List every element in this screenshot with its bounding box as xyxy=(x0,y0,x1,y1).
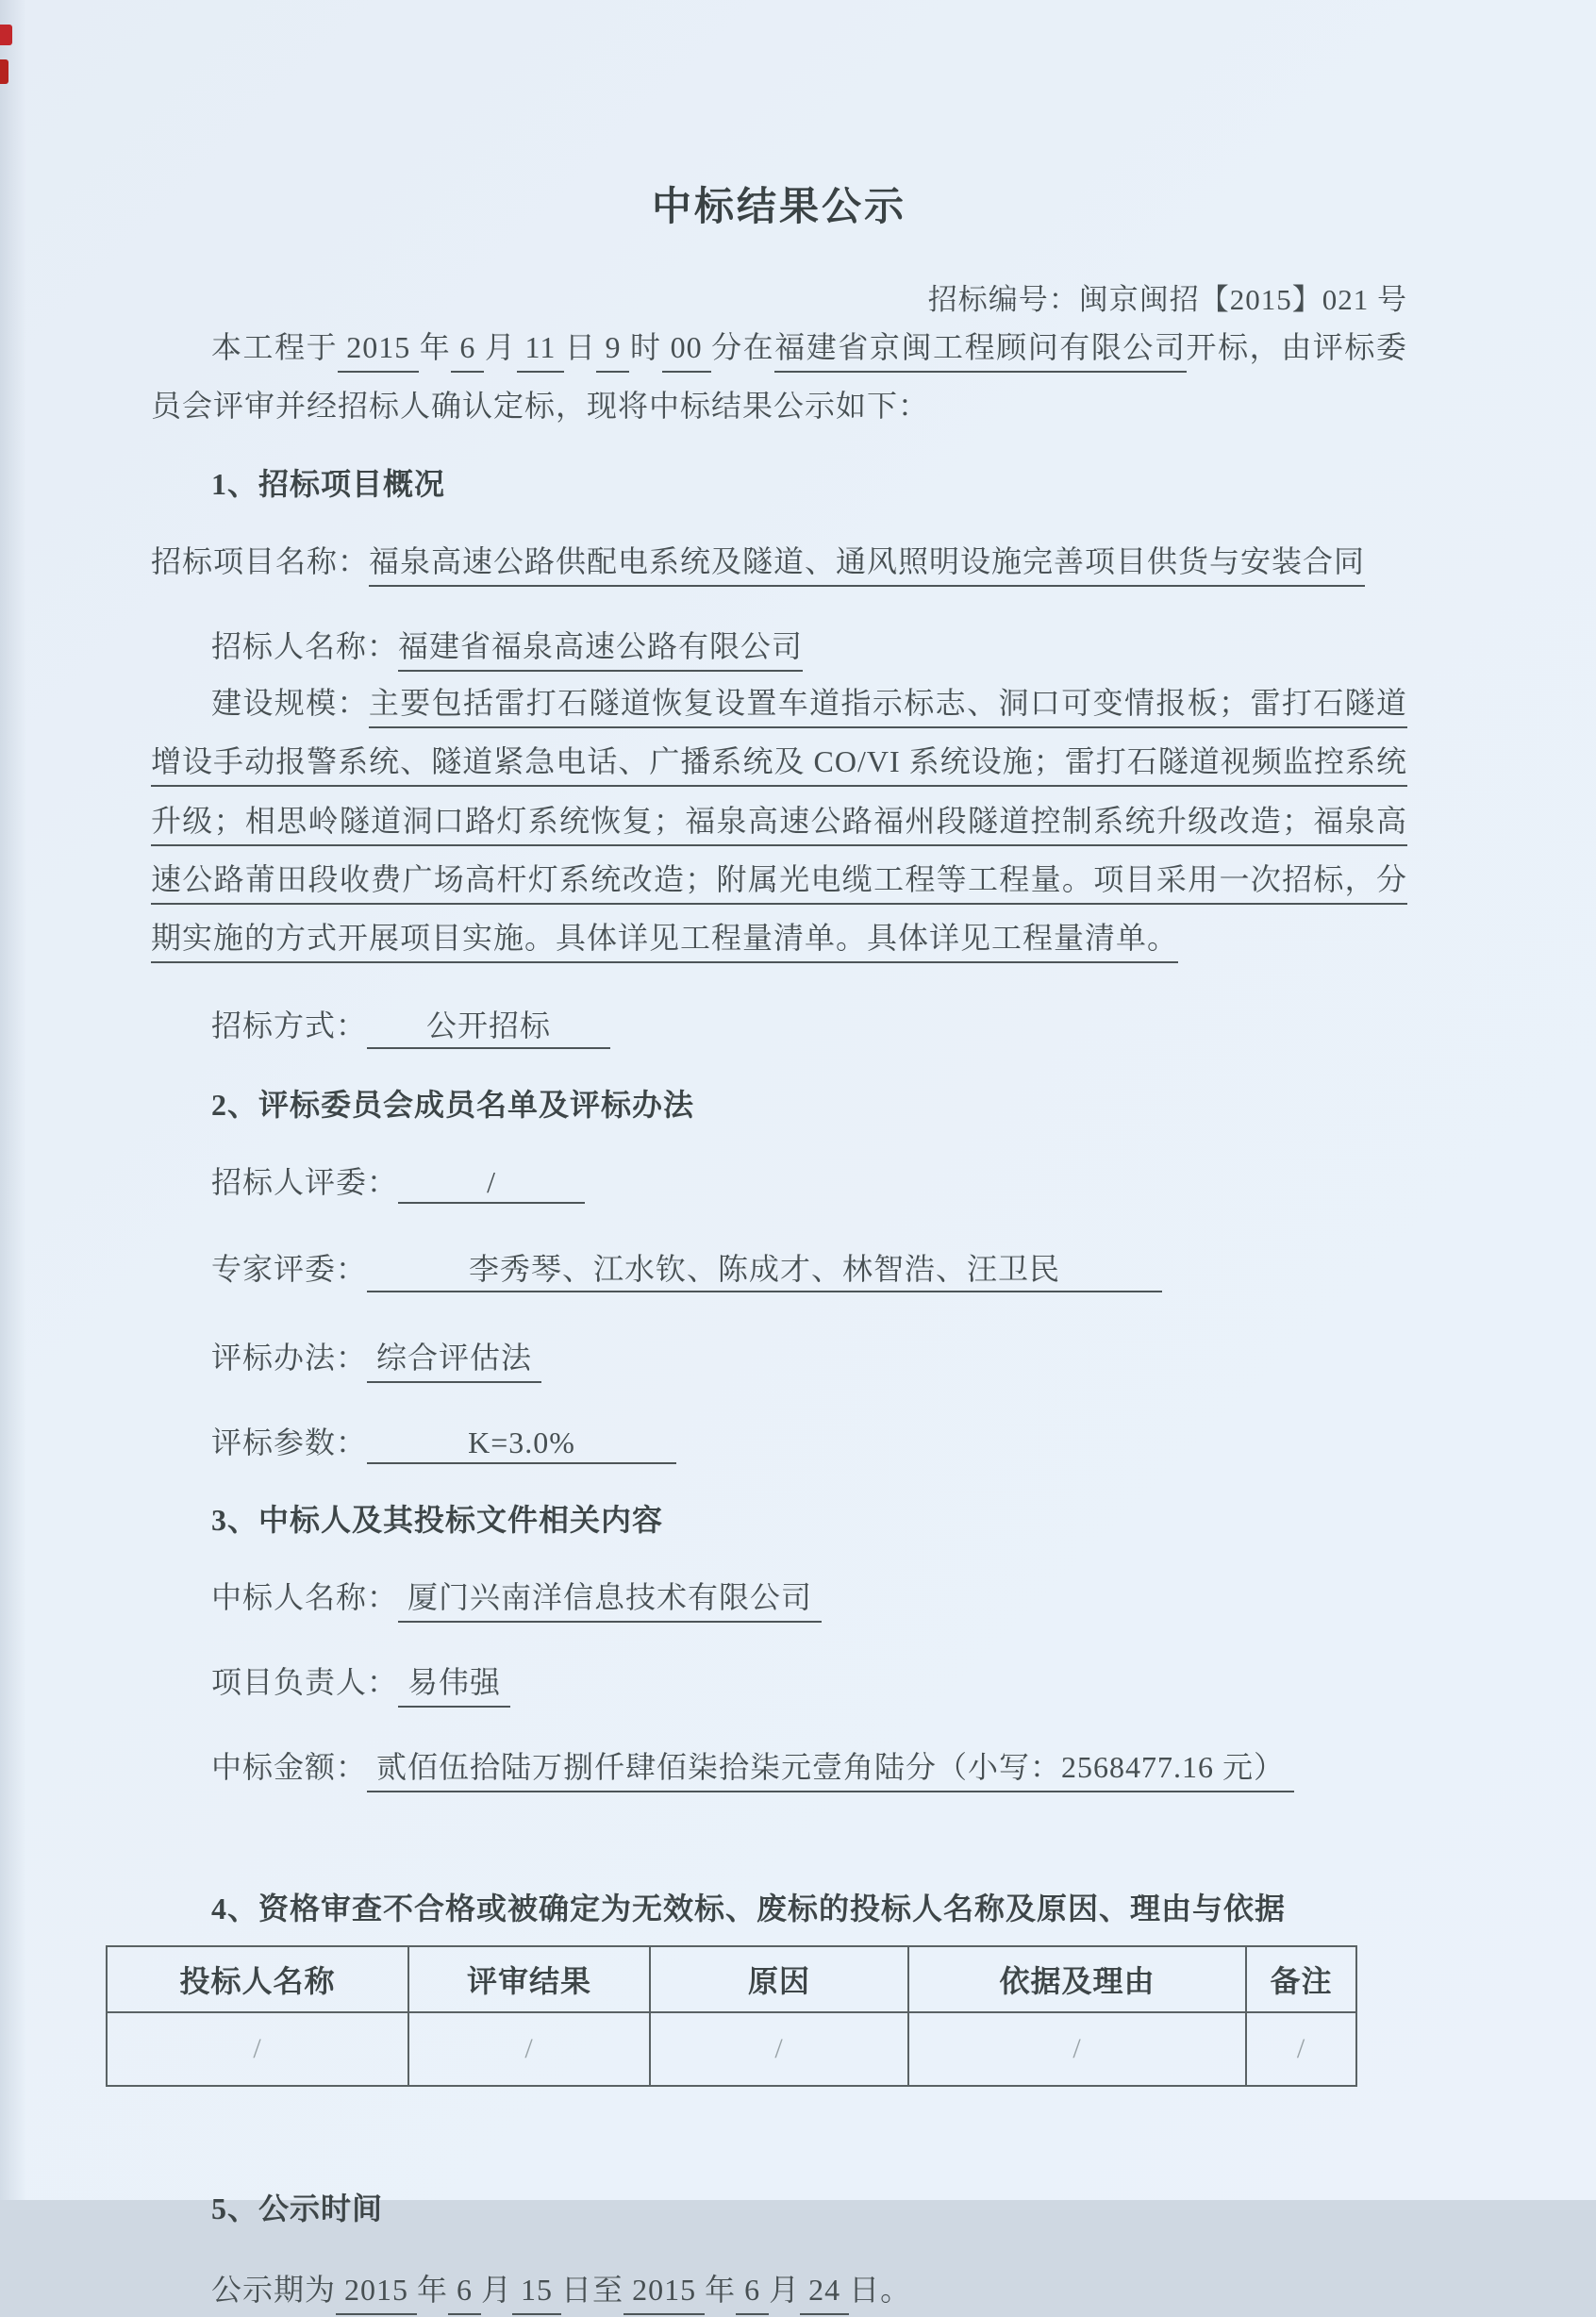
section-heading-1: 1、招标项目概况 xyxy=(211,466,446,501)
table-cell: / xyxy=(408,2012,650,2086)
owner-judges-label: 招标人评委： xyxy=(211,1164,399,1199)
page-edge-shading xyxy=(0,0,26,2200)
table-header-cell: 备注 xyxy=(1246,1946,1356,2012)
eval-method-value: 综合评估法 xyxy=(367,1341,541,1383)
underlined-text-segment: 6 xyxy=(736,2273,769,2315)
eval-method-line xyxy=(151,1334,1407,1385)
underlined-text-segment: 2015 xyxy=(336,2273,417,2315)
text-segment: 日至 xyxy=(561,2272,624,2307)
project-manager-line xyxy=(151,1659,1407,1709)
project-name-label: 招标项目名称： xyxy=(151,543,370,578)
table-header-cell: 依据及理由 xyxy=(908,1946,1246,2012)
underlined-text-segment: 15 xyxy=(512,2273,561,2315)
winner-name-value: 厦门兴南洋信息技术有限公司 xyxy=(398,1580,822,1623)
construction-scale-value: 主要包括雷打石隧道恢复设置车道指示标志、洞口可变情报板；雷打石隧道增设手动报警系统、隧道紧急电话、广播系统及 CO/VI 系统设施；雷打石隧道视频监控系统升级；相思岭隧道洞口路灯系统恢复；福泉高速公路福州段隧道控制系统升级改造；福泉高速公路莆田段收费广场高杆灯系统改造；附属光电缆工程等工程量。项目采用一次招标，分期实施的方式开展项目实施。具体详见工程量清单。具体详见工程量清单。 xyxy=(151,686,1407,964)
section-heading-5: 5、公示时间 xyxy=(211,2191,384,2225)
winning-amount-label: 中标金额： xyxy=(211,1749,368,1784)
table-cell: / xyxy=(908,2012,1246,2086)
tenderer-value: 福建省福泉高速公路有限公司 xyxy=(398,629,803,672)
disqualified-bidders-table xyxy=(106,1945,1357,2087)
winning-amount-value: 贰佰伍拾陆万捌仟肆佰柒拾柒元壹角陆分（小写：2568477.16 元） xyxy=(367,1750,1294,1792)
tender-method-value: 公开招标 xyxy=(367,1002,610,1049)
eval-param-label: 评标参数： xyxy=(211,1425,368,1459)
table-header-cell: 原因 xyxy=(650,1946,908,2012)
underlined-text-segment: 11 xyxy=(517,330,565,373)
winner-name-line xyxy=(151,1574,1407,1625)
text-segment: 日。 xyxy=(849,2272,912,2307)
underlined-text-segment: 9 xyxy=(596,330,629,373)
expert-judges-label: 专家评委： xyxy=(211,1251,368,1286)
red-scan-artifact-top xyxy=(0,25,12,45)
red-scan-artifact-bottom xyxy=(0,59,8,84)
underlined-text-segment: 福建省京闽工程顾问有限公司 xyxy=(774,330,1186,373)
project-name-line xyxy=(151,538,1407,589)
text-segment: 月 xyxy=(481,2272,513,2307)
underlined-text-segment: 00 xyxy=(662,330,711,373)
winner-name-label: 中标人名称： xyxy=(211,1579,399,1614)
underlined-text-segment: 2015 xyxy=(338,330,419,373)
owner-judges-value: / xyxy=(398,1165,585,1204)
text-segment: 开标，由评标委员会评审并经招标人确认定标，现将中标结果公示如下： xyxy=(151,330,1407,424)
text-segment: 分在 xyxy=(710,330,775,364)
tenderer-label: 招标人名称： xyxy=(211,628,399,663)
table-header-row xyxy=(107,1946,1356,2012)
tenderer-line xyxy=(151,623,1407,674)
section-heading-4: 4、资格审查不合格或被确定为无效标、废标的投标人名称及原因、理由与依据 xyxy=(211,1891,1287,1925)
text-segment: 年 xyxy=(417,2272,449,2307)
tender-reference-value: 闽京闽招【2015】021 号 xyxy=(1078,283,1407,316)
publicity-period-line xyxy=(151,2266,1407,2317)
section-heading-2: 2、评标委员会成员名单及评标办法 xyxy=(211,1087,695,1122)
project-manager-label: 项目负责人： xyxy=(211,1664,399,1699)
eval-method-label: 评标办法： xyxy=(211,1340,368,1375)
underlined-text-segment: 2015 xyxy=(623,2273,705,2315)
winning-amount-line xyxy=(151,1743,1407,1794)
construction-scale-label: 建设规模： xyxy=(211,685,369,720)
text-segment: 月 xyxy=(484,330,517,364)
project-manager-value: 易伟强 xyxy=(398,1665,510,1708)
underlined-text-segment: 24 xyxy=(800,2273,849,2315)
text-segment: 月 xyxy=(769,2272,801,2307)
tender-reference-line xyxy=(151,275,1407,318)
expert-judges-value: 李秀琴、江水钦、陈成才、林智浩、汪卫民 xyxy=(367,1245,1162,1292)
owner-judges-line xyxy=(151,1158,1407,1211)
text-segment: 日 xyxy=(564,330,597,364)
eval-param-value: K=3.0% xyxy=(367,1425,676,1464)
underlined-text-segment: 6 xyxy=(451,330,484,373)
table-header-cell: 评审结果 xyxy=(408,1946,650,2012)
section-heading-3: 3、中标人及其投标文件相关内容 xyxy=(211,1502,664,1537)
tender-method-line xyxy=(151,1002,1407,1057)
text-segment: 时 xyxy=(629,330,662,364)
intro-paragraph xyxy=(151,318,1407,436)
page-title: 中标结果公示 xyxy=(651,186,906,229)
project-name-value: 福泉高速公路供配电系统及隧道、通风照明设施完善项目供货与安装合同 xyxy=(369,544,1365,587)
text-segment: 年 xyxy=(705,2272,737,2307)
tender-reference-label: 招标编号： xyxy=(927,283,1079,316)
table-cell: / xyxy=(1246,2012,1356,2086)
table-cell: / xyxy=(107,2012,408,2086)
text-segment: 公示期为 xyxy=(211,2272,337,2307)
eval-param-line xyxy=(151,1419,1407,1472)
table-header-cell: 投标人名称 xyxy=(107,1946,408,2012)
construction-scale-paragraph xyxy=(151,674,1407,968)
underlined-text-segment: 6 xyxy=(448,2273,481,2315)
table-cell: / xyxy=(650,2012,908,2086)
table-row xyxy=(107,2012,1356,2086)
text-segment: 年 xyxy=(419,330,452,364)
expert-judges-line xyxy=(151,1245,1407,1300)
text-segment: 本工程于 xyxy=(211,330,339,364)
tender-method-label: 招标方式： xyxy=(211,1008,368,1042)
